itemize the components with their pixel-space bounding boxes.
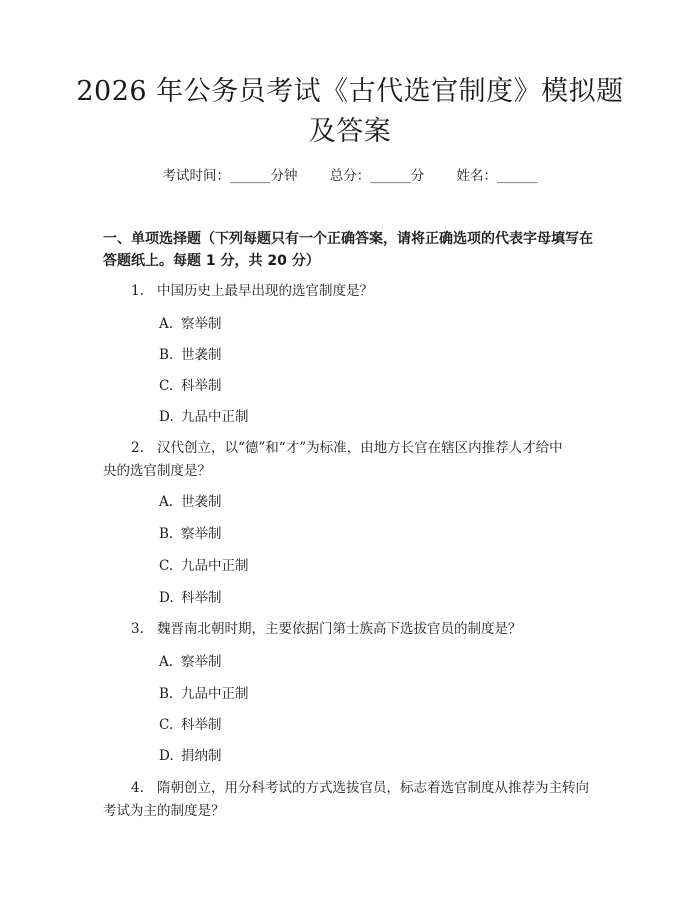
- question-text-line-2: 考试为主的制度是？: [103, 803, 225, 819]
- question-text: 魏晋南北朝时期，主要依据门第士族高下选拔官员的制度是？: [157, 621, 522, 637]
- option-text: 察举制: [181, 654, 222, 670]
- option-3c: [159, 715, 222, 735]
- section-heading: [103, 228, 603, 272]
- option-text: 捐纳制: [181, 748, 222, 764]
- question-4: [103, 777, 603, 823]
- option-text: 察举制: [181, 526, 222, 542]
- question-2: [103, 437, 603, 483]
- question-text-line-1: 汉代创立，以“德”和“才”为标准，由地方长官在辖区内推荐人才给中: [157, 440, 563, 456]
- total-score-field: 总分：______分: [329, 168, 425, 184]
- question-text-line-1: 隋朝创立，用分科考试的方式选拔官员，标志着选官制度从推荐为主转向: [157, 780, 589, 796]
- option-text: 科举制: [181, 717, 222, 733]
- option-2b: [159, 524, 222, 544]
- option-3b: [159, 684, 249, 704]
- title-line-1: 2026 年公务员考试《古代选官制度》模拟题: [76, 76, 624, 107]
- option-3d: [159, 746, 222, 766]
- title-line-2: 及答案: [308, 116, 392, 147]
- question-1: [103, 280, 603, 303]
- question-number: 2.: [131, 440, 144, 456]
- name-field: 姓名：______: [456, 168, 538, 184]
- question-3: [103, 618, 603, 641]
- section-heading-line-1: 一、单项选择题（下列每题只有一个正确答案，请将正确选项的代表字母填写在: [103, 231, 593, 247]
- option-3a: [159, 652, 222, 672]
- option-letter: A.: [159, 316, 174, 332]
- option-letter: C.: [159, 378, 174, 394]
- option-1a: [159, 314, 222, 334]
- option-letter: A.: [159, 654, 174, 670]
- option-2a: [159, 492, 222, 512]
- option-letter: D.: [159, 590, 174, 606]
- option-text: 科举制: [181, 378, 222, 394]
- option-text: 九品中正制: [181, 686, 249, 702]
- option-letter: B.: [159, 526, 174, 542]
- document-title: [0, 72, 700, 152]
- option-letter: D.: [159, 748, 174, 764]
- option-letter: A.: [159, 494, 174, 510]
- exam-info-row: [0, 166, 700, 186]
- question-number: 1.: [131, 283, 144, 299]
- question-text: 中国历史上最早出现的选官制度是？: [157, 283, 373, 299]
- option-text: 世袭制: [181, 494, 222, 510]
- option-text: 九品中正制: [181, 558, 249, 574]
- option-letter: B.: [159, 686, 174, 702]
- option-1c: [159, 376, 222, 396]
- option-2d: [159, 588, 222, 608]
- option-1b: [159, 345, 222, 365]
- option-text: 九品中正制: [181, 409, 249, 425]
- option-letter: B.: [159, 347, 174, 363]
- option-1d: [159, 407, 249, 427]
- option-text: 科举制: [181, 590, 222, 606]
- option-text: 察举制: [181, 316, 222, 332]
- question-text-line-2: 央的选官制度是？: [103, 463, 211, 479]
- option-text: 世袭制: [181, 347, 222, 363]
- question-number: 4.: [131, 780, 144, 796]
- option-2c: [159, 556, 249, 576]
- option-letter: C.: [159, 558, 174, 574]
- section-heading-line-2: 答题纸上。每题 1 分，共 20 分）: [103, 253, 320, 269]
- option-letter: C.: [159, 717, 174, 733]
- question-number: 3.: [131, 621, 144, 637]
- option-letter: D.: [159, 409, 174, 425]
- exam-time-field: 考试时间：______分钟: [162, 168, 298, 184]
